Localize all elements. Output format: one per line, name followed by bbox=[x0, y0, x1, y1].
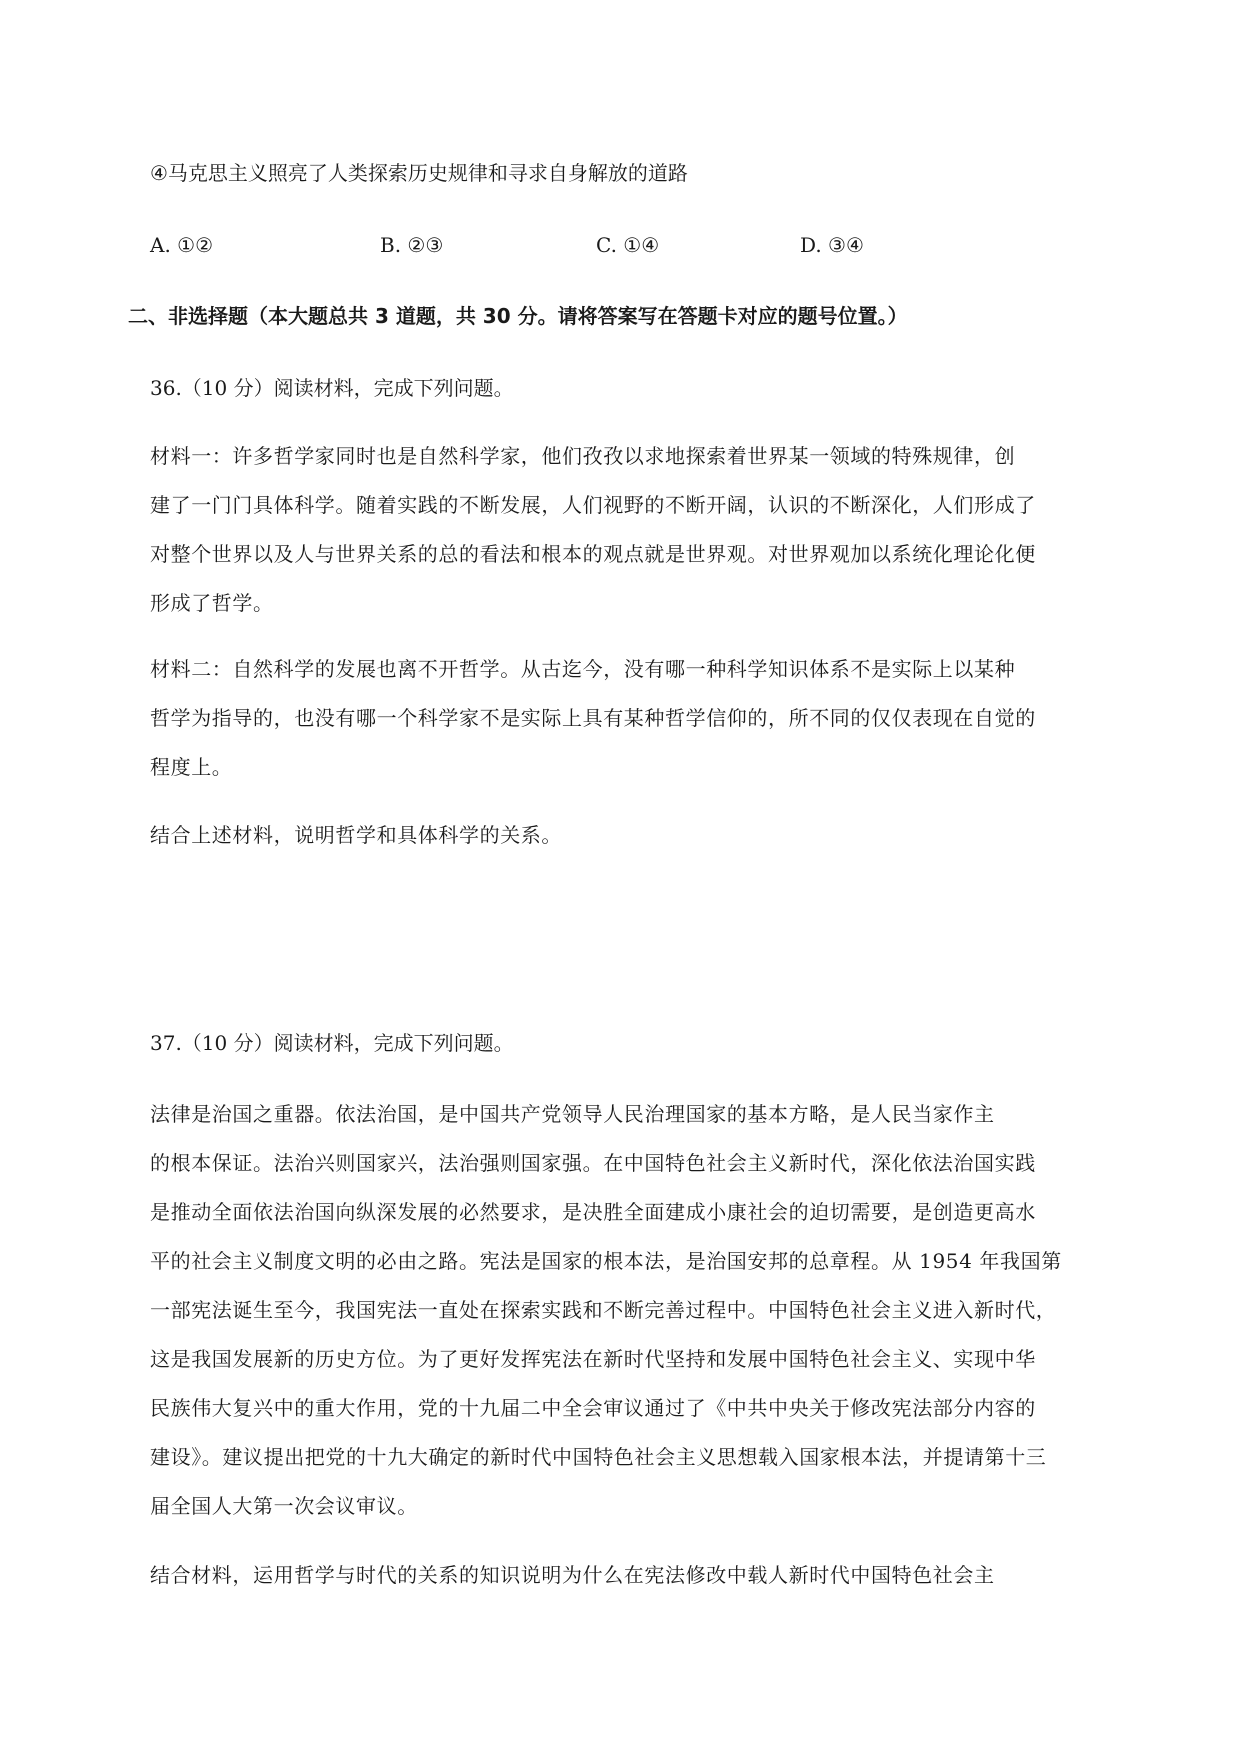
section-heading: 二、非选择题（本大题总共 3 道题，共 30 分。请将答案写在答题卡对应的题号位置。） bbox=[128, 304, 908, 328]
q36-question: 结合上述材料，说明哲学和具体科学的关系。 bbox=[150, 823, 562, 847]
q37-question: 结合材料，运用哲学与时代的关系的知识说明为什么在宪法修改中载人新时代中国特色社会主 bbox=[150, 1563, 995, 1587]
choice-item-4: ④马克思主义照亮了人类探索历史规律和寻求自身解放的道路 bbox=[150, 161, 688, 185]
q36-material1-line: 形成了哲学。 bbox=[150, 591, 274, 615]
option-d: D. ③④ bbox=[800, 233, 864, 257]
q37-paragraph-line: 民族伟大复兴中的重大作用，党的十九届二中全会审议通过了《中共中央关于修改宪法部分内容的 bbox=[150, 1396, 1036, 1420]
q36-material1-line: 对整个世界以及人与世界关系的总的看法和根本的观点就是世界观。对世界观加以系统化理论化便 bbox=[150, 542, 1036, 566]
option-c: C. ①④ bbox=[596, 233, 660, 257]
q37-paragraph-line: 届全国人大第一次会议审议。 bbox=[150, 1494, 418, 1518]
option-b: B. ②③ bbox=[380, 233, 444, 257]
q36-material1-line: 材料一：许多哲学家同时也是自然科学家，他们孜孜以求地探索着世界某一领域的特殊规律，创 bbox=[150, 444, 1016, 468]
q37-paragraph-line: 是推动全面依法治国向纵深发展的必然要求，是决胜全面建成小康社会的迫切需要，是创造更高水 bbox=[150, 1200, 1036, 1224]
q37-paragraph-line: 这是我国发展新的历史方位。为了更好发挥宪法在新时代坚持和发展中国特色社会主义、实现中华 bbox=[150, 1347, 1036, 1371]
q36-material2-line: 哲学为指导的，也没有哪一个科学家不是实际上具有某种哲学信仰的，所不同的仅仅表现在自觉的 bbox=[150, 706, 1036, 730]
q37-paragraph-line: 一部宪法诞生至今，我国宪法一直处在探索实践和不断完善过程中。中国特色社会主义进入新时代， bbox=[150, 1298, 1057, 1322]
q36-material2-line: 材料二：自然科学的发展也离不开哲学。从古迄今，没有哪一种科学知识体系不是实际上以某种 bbox=[150, 657, 1016, 681]
option-a: A. ①② bbox=[150, 233, 214, 257]
q37-paragraph-line: 平的社会主义制度文明的必由之路。宪法是国家的根本法，是治国安邦的总章程。从 1954 年我国第 bbox=[150, 1249, 1062, 1273]
q36-material2-line: 程度上。 bbox=[150, 755, 233, 779]
q37-paragraph-line: 的根本保证。法治兴则国家兴，法治强则国家强。在中国特色社会主义新时代，深化依法治国实践 bbox=[150, 1151, 1036, 1175]
question-37-title: 37.（10 分）阅读材料，完成下列问题。 bbox=[150, 1031, 514, 1055]
q36-material1-line: 建了一门门具体科学。随着实践的不断发展，人们视野的不断开阔，认识的不断深化，人们形成了 bbox=[150, 493, 1036, 517]
q37-paragraph-line: 法律是治国之重器。依法治国，是中国共产党领导人民治理国家的基本方略，是人民当家作主 bbox=[150, 1102, 995, 1126]
q37-paragraph-line: 建设》。建议提出把党的十九大确定的新时代中国特色社会主义思想载入国家根本法，并提请第十三 bbox=[150, 1445, 1047, 1469]
question-36-title: 36.（10 分）阅读材料，完成下列问题。 bbox=[150, 376, 514, 400]
